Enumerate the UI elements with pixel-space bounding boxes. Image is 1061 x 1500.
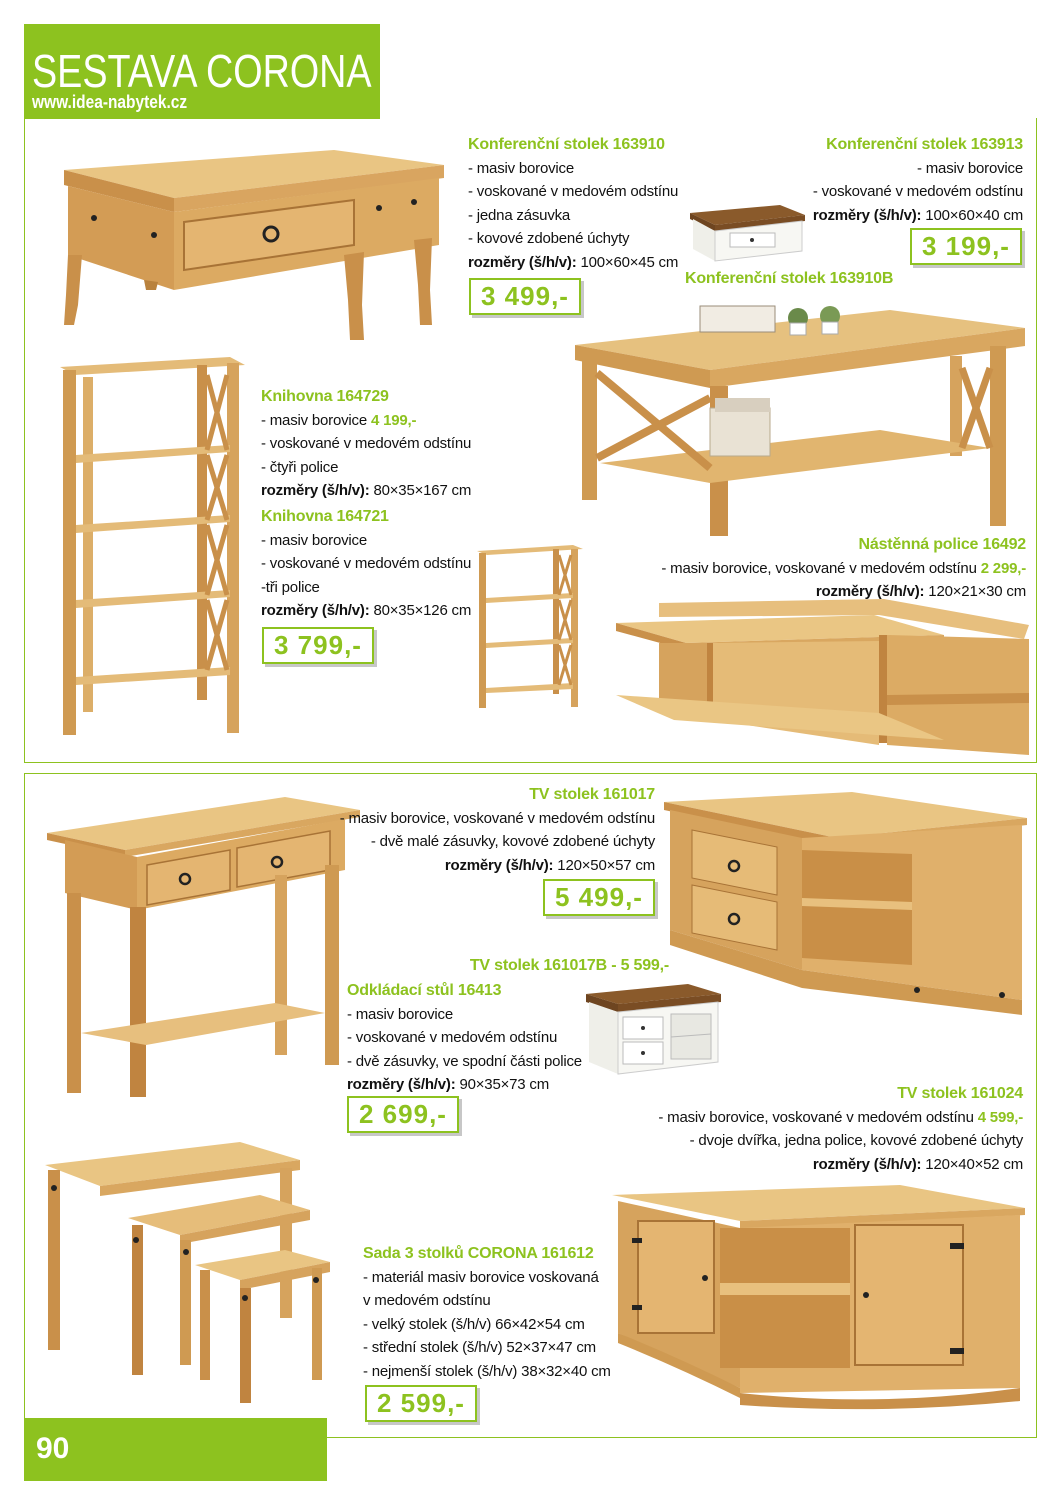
product-161017-info	[340, 783, 655, 877]
product-161017b-info	[470, 954, 669, 978]
product-161017-dimensions: rozměry (š/h/v): 120×50×57 cm	[444, 856, 655, 874]
product-161024-dimensions: rozměry (š/h/v): 120×40×52 cm	[812, 1155, 1023, 1173]
console-table-16413-image	[45, 795, 365, 1100]
product-161024-info	[658, 1082, 1023, 1176]
product-161612-info	[363, 1242, 611, 1383]
product-164721-price: 3 799,-	[262, 627, 374, 664]
product-164721-line-2: - voskované v medovém odstínu	[261, 555, 472, 572]
product-164721-title: Knihovna 164721	[261, 508, 389, 525]
product-16413-line-2: - voskované v medovém odstínu	[347, 1029, 558, 1046]
product-163910-line-2: - voskované v medovém odstínu	[468, 183, 679, 200]
product-161612-title: Sada 3 stolků CORONA 161612	[363, 1245, 594, 1262]
product-161612-line-1: - materiál masiv borovice voskovaná	[363, 1268, 599, 1286]
page-number-box	[24, 1418, 327, 1481]
product-163913-line-1: - masiv borovice	[917, 159, 1023, 177]
product-163913-line-2: - voskované v medovém odstínu	[812, 183, 1023, 200]
product-16492-info	[661, 533, 1026, 604]
product-161024-line-1: - masiv borovice, voskované v medovém odstínu 4 599,-	[658, 1108, 1023, 1126]
website-link[interactable]: www.idea-nabytek.cz	[32, 92, 188, 112]
product-163913-dimensions: rozměry (š/h/v): 100×60×40 cm	[812, 206, 1023, 224]
product-161017-line-2: - dvě malé zásuvky, kovové zdobené úchyty	[370, 833, 655, 850]
tv-stand-161017b-image	[583, 982, 725, 1077]
product-163910-title: Konferenční stolek 163910	[468, 136, 665, 153]
product-164721-line-3: -tři police	[261, 578, 320, 596]
product-161612-line-4: - střední stolek (š/h/v) 52×37×47 cm	[363, 1339, 596, 1356]
product-164729-line-2: - voskované v medovém odstínu	[261, 435, 472, 452]
product-16492-price: 2 299,-	[980, 559, 1026, 577]
product-164721-info	[261, 505, 471, 623]
page-number: 90	[36, 1432, 70, 1465]
product-164729-line-1: - masiv borovice 4 199,-	[261, 411, 417, 429]
product-164729-info	[261, 385, 471, 503]
product-16413-line-3: - dvě zásuvky, ve spodní části police	[347, 1052, 582, 1070]
product-163910-info	[468, 133, 678, 274]
product-163910b-info	[685, 267, 893, 291]
product-161017-price: 5 499,-	[543, 879, 655, 916]
product-161612-line-5: - nejmenší stolek (š/h/v) 38×32×40 cm	[363, 1362, 611, 1380]
product-163910-line-1: - masiv borovice	[468, 159, 574, 177]
coffee-table-163913-image	[685, 203, 807, 263]
product-164721-dimensions: rozměry (š/h/v): 80×35×126 cm	[261, 602, 472, 619]
product-16413-dimensions: rozměry (š/h/v): 90×35×73 cm	[347, 1076, 550, 1093]
product-161024-title: TV stolek 161024	[897, 1085, 1023, 1102]
product-163910-dimensions: rozměry (š/h/v): 100×60×45 cm	[468, 253, 679, 271]
product-161612-line-3: - velký stolek (š/h/v) 66×42×54 cm	[363, 1315, 585, 1333]
product-164729-price: 4 199,-	[370, 411, 417, 429]
product-16492-dimensions: rozměry (š/h/v): 120×21×30 cm	[815, 583, 1026, 600]
product-16413-info	[347, 979, 582, 1097]
product-161024-price: 4 599,-	[977, 1108, 1023, 1126]
product-163913-title: Konferenční stolek 163913	[826, 136, 1023, 153]
page-title: SESTAVA CORONA	[32, 45, 372, 97]
product-163910-line-4: - kovové zdobené úchyty	[468, 230, 630, 247]
product-16413-line-1: - masiv borovice	[347, 1005, 453, 1023]
product-164721-line-1: - masiv borovice	[261, 531, 367, 549]
bookcase-164729-image	[55, 355, 250, 740]
product-161024-line-2: - dvoje dvířka, jedna police, kovové zdobené úchyty	[689, 1132, 1023, 1149]
product-161017-title: TV stolek 161017	[529, 786, 655, 803]
wall-shelf-16492-image	[614, 595, 1030, 760]
coffee-table-163910-image	[34, 130, 454, 345]
product-161612-price: 2 599,-	[365, 1385, 477, 1422]
tv-stand-161024-image	[610, 1183, 1030, 1418]
product-163910-price: 3 499,-	[469, 278, 581, 315]
product-16492-line-1: - masiv borovice, voskované v medovém odstínu 2 299,-	[661, 559, 1026, 577]
product-161017b-title: TV stolek 161017B - 5 599,-	[469, 957, 669, 974]
product-164729-line-3: - čtyři police	[261, 458, 339, 476]
product-164729-dimensions: rozměry (š/h/v): 80×35×167 cm	[261, 482, 472, 499]
product-161612-line-2: v medovém odstínu	[363, 1292, 491, 1309]
product-16492-title: Nástěnná police 16492	[858, 536, 1026, 553]
product-16413-title: Odkládací stůl 16413	[347, 982, 502, 999]
product-163910-line-3: - jedna zásuvka	[468, 206, 571, 224]
product-163913-price: 3 199,-	[910, 228, 1022, 265]
product-164729-title: Knihovna 164729	[261, 388, 389, 405]
bookcase-164721-image	[473, 543, 585, 711]
product-16413-price: 2 699,-	[347, 1096, 459, 1133]
coffee-table-163910b-image	[570, 298, 1030, 538]
product-163910b-title: Konferenční stolek 163910B	[685, 270, 894, 287]
product-161017-line-1: - masiv borovice, voskované v medovém odstínu	[339, 809, 655, 827]
header-banner	[24, 24, 380, 119]
nesting-tables-161612-image	[40, 1140, 345, 1410]
product-163913-info	[813, 133, 1023, 227]
